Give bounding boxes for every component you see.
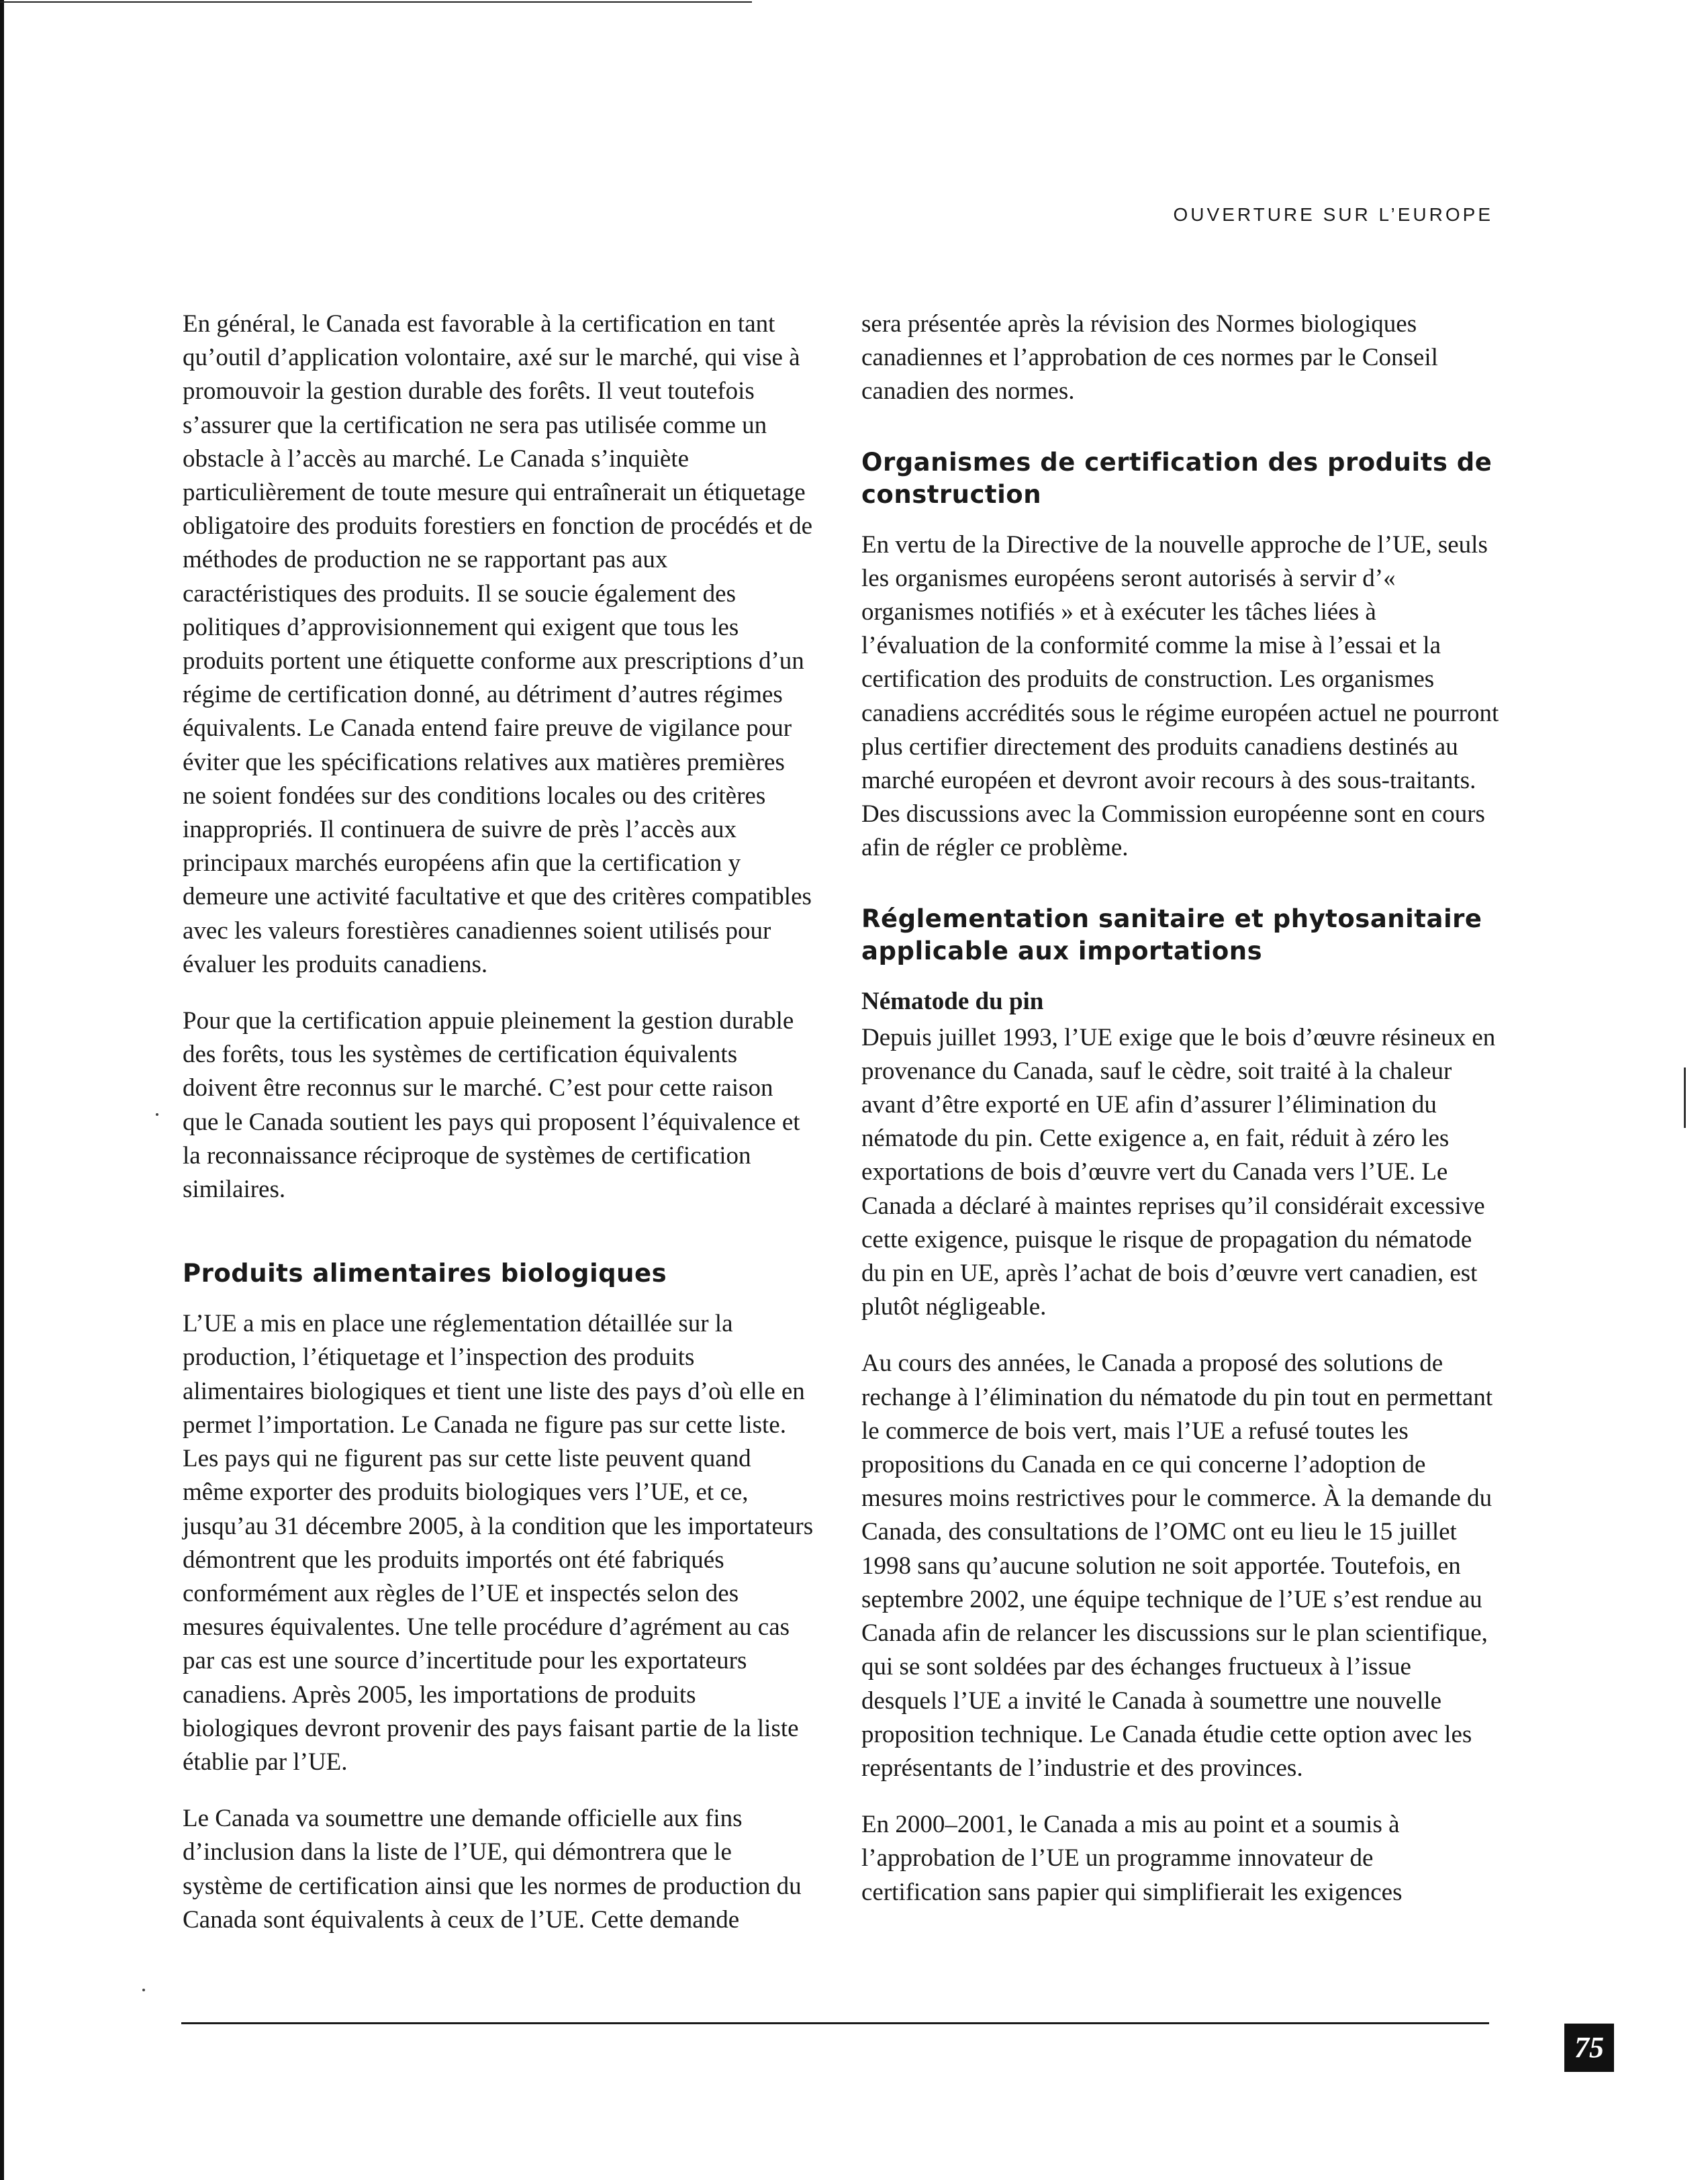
- running-header: OUVERTURE SUR L’EUROPE: [1173, 204, 1493, 225]
- paragraph: Pour que la certification appuie pleinement la gestion durable des forêts, tous les systèmes de certification équivalents doivent être reconnus sur le marché. C’est pour cette raison que le Canada soutient les pays qui proposent l’équivalence et la reconnaissance réciproque de systèmes de certification similaires.: [183, 1007, 800, 1204]
- footer-rule: [181, 2022, 1489, 2024]
- section-heading-construction: Organismes de certification des produits de construction: [861, 447, 1492, 509]
- paragraph: En vertu de la Directive de la nouvelle approche de l’UE, seuls les organismes européens seront autorisés à servir d’« organismes notifiés » et à exécuter les tâches liées à l’évaluation de la conformité comme la mise à l’essai et la certification des produits de construction. Les organismes canadiens accrédités sous le régime européen actuel ne pourront plus certifier directement des produits canadiens destinés au marché européen et devront avoir recours à des sous-traitants. Des discussions avec la Commission européenne sont en cours afin de régler ce problème.: [861, 530, 1499, 862]
- paragraph: Depuis juillet 1993, l’UE exige que le bois d’œuvre résineux en provenance du Canada, sauf le cèdre, soit traité à la chaleur avant d’être exporté en UE afin d’assurer l’élimination du nématode du pin. Cette exigence a, en fait, réduit à zéro les exportations de bois d’œuvre vert du Canada vers l’UE. Le Canada a déclaré à maintes reprises qu’il considérait excessive cette exigence, puisque le risque de propagation du nématode du pin en UE, après l’achat de bois d’œuvre vert canadien, est plutôt négligeable.: [861, 1023, 1496, 1321]
- section-heading-sanitary: Réglementation sanitaire et phytosanitaire applicable aux importations: [861, 904, 1482, 965]
- subheading-nematode: Nématode du pin: [861, 987, 1044, 1015]
- scan-speck: [156, 1113, 158, 1116]
- paragraph: sera présentée après la révision des Normes biologiques canadiennes et l’approbation de ces normes par le Conseil canadien des normes.: [861, 310, 1438, 406]
- scan-mark: [1684, 1068, 1686, 1128]
- left-column: [183, 307, 814, 1960]
- paragraph: En 2000–2001, le Canada a mis au point et a soumis à l’approbation de l’UE un programme innovateur de certification sans papier qui simplifierait les exigences: [861, 1811, 1403, 1906]
- scan-speck: [142, 1989, 145, 1991]
- paragraph: Au cours des années, le Canada a proposé des solutions de rechange à l’élimination du nématode du pin tout en permettant le commerce de bois vert, mais l’UE a refusé toutes les propositions du Canada en ce qui concerne l’adoption de mesures moins restrictives pour le commerce. À la demande du Canada, des consultations de l’OMC ont eu lieu le 15 juillet 1998 sans qu’aucune solution ne soit apportée. Toutefois, en septembre 2002, une équipe technique de l’UE s’est rendue au Canada afin de relancer les discussions sur le plan scientifique, qui se sont soldées par des échanges fructueux à l’issue desquels l’UE a invité le Canada à soumettre une nouvelle proposition technique. Le Canada étudie cette option avec les représentants de l’industrie et des provinces.: [861, 1349, 1493, 1782]
- section-heading-organic: Produits alimentaires biologiques: [183, 1259, 667, 1288]
- right-column: [861, 307, 1499, 1932]
- paragraph: L’UE a mis en place une réglementation détaillée sur la production, l’étiquetage et l’inspection des produits alimentaires biologiques et tient une liste des pays d’où elle en permet l’importation. Le Canada ne figure pas sur cette liste. Les pays qui ne figurent pas sur cette liste peuvent quand même exporter des produits biologiques vers l’UE, et ce, jusqu’au 31 décembre 2005, à la condition que les importateurs démontrent que les produits importés ont été fabriqués conformément aux règles de l’UE et inspectés selon des mesures équivalentes. Une telle procédure d’agrément au cas par cas est une source d’incertitude pour les exportateurs canadiens. Après 2005, les importations de produits biologiques devront provenir des pays faisant partie de la liste établie par l’UE.: [183, 1310, 814, 1776]
- paragraph: Le Canada va soumettre une demande officielle aux fins d’inclusion dans la liste de l’UE, qui démontrera que le système de certification ainsi que les normes de production du Canada sont équivalents à ceux de l’UE. Cette demande: [183, 1805, 802, 1934]
- scan-line: [0, 1, 752, 3]
- scan-edge: [0, 0, 4, 2180]
- paragraph: En général, le Canada est favorable à la certification en tant qu’outil d’application volontaire, axé sur le marché, qui vise à promouvoir la gestion durable des forêts. Il veut toutefois s’assurer que la certification ne sera pas utilisée comme un obstacle à l’accès au marché. Le Canada s’inquiète particulièrement de toute mesure qui entraînerait un étiquetage obligatoire des produits forestiers en fonction de procédés et de méthodes de production ne se rapportant pas aux caractéristiques des produits. Il se soucie également des politiques d’approvisionnement qui exigent que tous les produits portent une étiquette conforme aux prescriptions d’un régime de certification donné, au détriment d’autres régimes équivalents. Le Canada entend faire preuve de vigilance pour éviter que les spécifications relatives aux matières premières ne soient fondées sur des conditions locales ou des critères inappropriés. Il continuera de suivre de près l’accès aux principaux marchés européens afin que la certification y demeure une activité facultative et que des critères compatibles avec les valeurs forestières canadiennes soient utilisés pour évaluer les produits canadiens.: [183, 310, 813, 978]
- page-number: 75: [1564, 2024, 1614, 2072]
